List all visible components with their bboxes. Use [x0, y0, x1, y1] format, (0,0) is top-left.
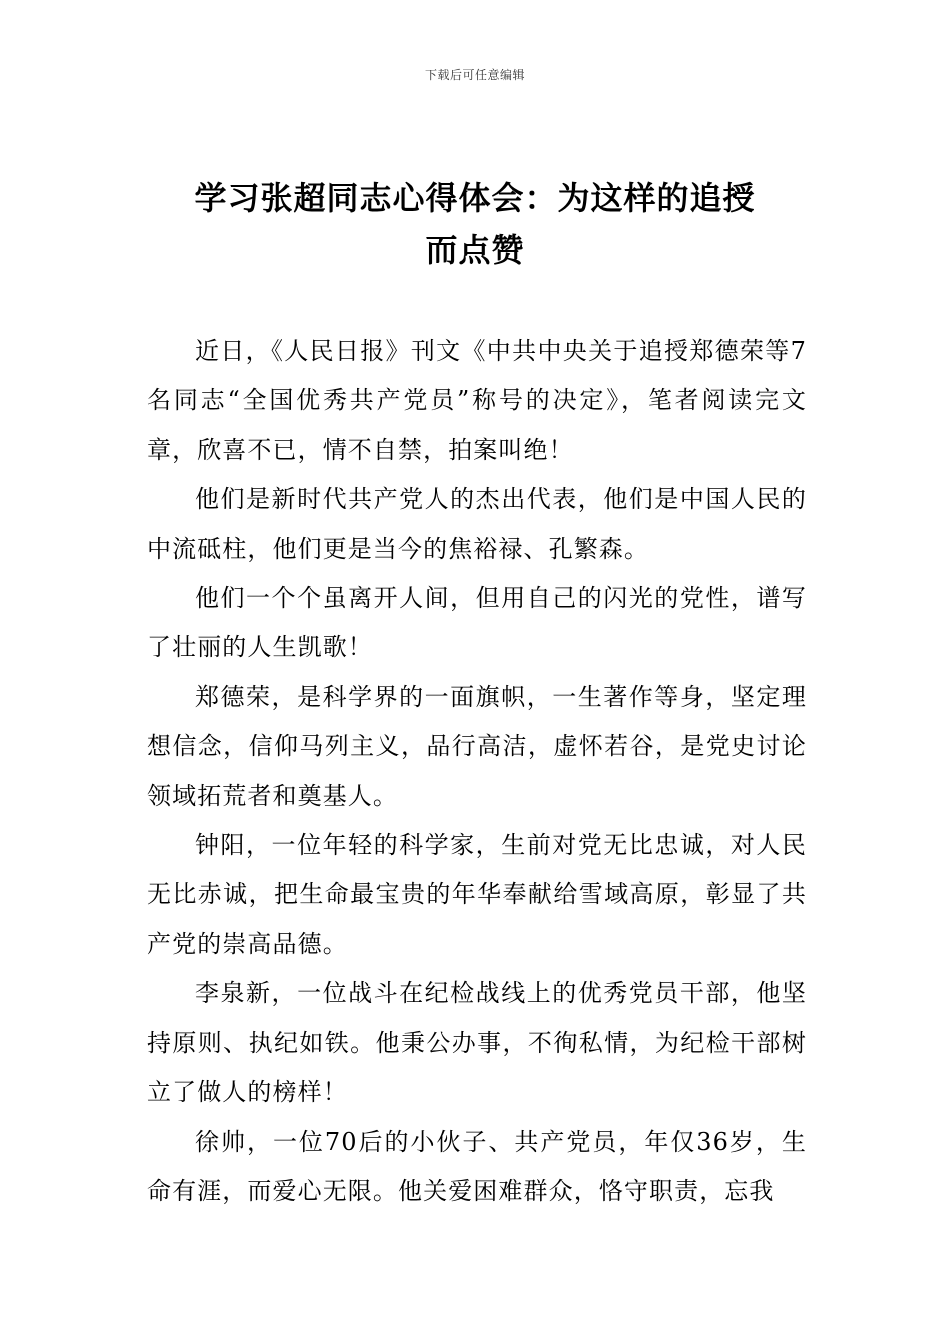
- paragraph: 李泉新，一位战斗在纪检战线上的优秀党员干部，他坚持原则、执纪如铁。他秉公办事，不徇私情，为纪检干部树立了做人的榜样！: [147, 979, 807, 1107]
- paragraph: 徐帅，一位70后的小伙子、共产党员，年仅36岁，生命有涯，而爱心无限。他关爱困难群众，恪守职责，忘我: [147, 1127, 807, 1205]
- paragraph: 郑德荣，是科学界的一面旗帜，一生著作等身，坚定理想信念，信仰马列主义，品行高洁，虚怀若谷，是党史讨论领域拓荒者和奠基人。: [147, 682, 807, 810]
- paragraph: 他们是新时代共产党人的杰出代表，他们是中国人民的中流砥柱，他们更是当今的焦裕禄、孔繁森。: [147, 485, 807, 563]
- document-title: [147, 172, 803, 276]
- paragraph: 近日，《人民日报》刊文《中共中央关于追授郑德荣等7名同志“全国优秀共产党员”称号的决定》，笔者阅读完文章，欣喜不已，情不自禁，拍案叫绝！: [147, 337, 807, 464]
- title-line-2: 而点赞: [425, 231, 525, 269]
- paragraph: 钟阳，一位年轻的科学家，生前对党无比忠诚，对人民无比赤诚，把生命最宝贵的年华奉献给雪域高原，彰显了共产党的崇高品德。: [147, 831, 807, 958]
- header-note: 下载后可任意编辑: [424, 68, 525, 82]
- title-line-1: 学习张超同志心得体会：为这样的追授: [194, 179, 756, 217]
- document-body: [147, 327, 807, 1216]
- paragraph: 他们一个个虽离开人间，但用自己的闪光的党性，谱写了壮丽的人生凯歌！: [147, 584, 807, 662]
